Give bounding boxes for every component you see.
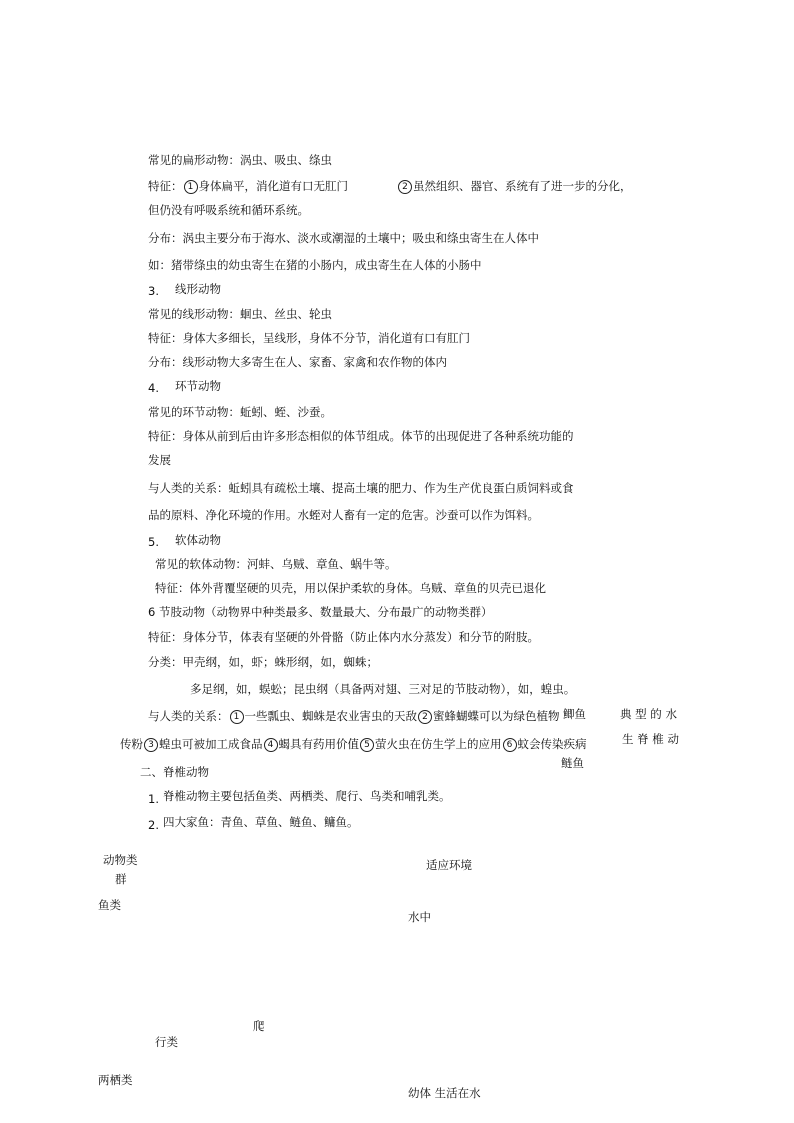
annelids-relation-2: 品的原料、净化环境的作用。水蛭对人畜有一定的危害。沙蚕可以作为饵料。 <box>148 508 539 522</box>
flatworms-feature-1: 身体扁平，消化道有口无肛门 <box>198 179 348 193</box>
arthropods-feature: 特征：身体分节，体表有坚硬的外骨骼（防止体内水分蒸发）和分节的附肢。 <box>148 630 539 644</box>
flatworms-example: 如：猪带绦虫的幼虫寄生在猪的小肠内，成虫寄生在人体的小肠中 <box>148 258 482 272</box>
circle-2-icon: 2 <box>398 180 412 194</box>
vertebrates-item-2-num: 2. <box>148 818 159 832</box>
relation-3: 蝗虫可被加工成食品 <box>159 737 263 751</box>
flatworms-distribution: 分布：涡虫主要分布于海水、淡水或潮湿的土壤中；吸虫和绦虫寄生在人体中 <box>148 231 539 245</box>
circle-1-icon: 1 <box>184 180 198 194</box>
annelids-relation-1: 与人类的关系：蚯蚓具有疏松土壤、提高土壤的肥力、作为生产优良蛋白质饲料或食 <box>148 481 574 495</box>
arthropods-relation-line-1 <box>148 709 560 724</box>
roundworms-feature: 特征：身体大多细长，呈线形，身体不分节，消化道有口有肛门 <box>148 331 470 345</box>
annelids-feature-2: 发展 <box>148 453 171 467</box>
table-amphibian-env: 幼体 生活在水 <box>408 1086 481 1100</box>
table-header-env: 适应环境 <box>426 858 472 872</box>
relation-1: 一些瓢虫、蜘蛛是农业害虫的天敌 <box>244 709 417 723</box>
table-fish-env: 水中 <box>408 910 431 924</box>
annelids-feature-1: 特征：身体从前到后由许多形态相似的体节组成。体节的出现促进了各种系统功能的 <box>148 429 574 443</box>
overlap-fish-a: 鲫鱼 <box>563 707 586 721</box>
table-fish: 鱼类 <box>98 898 121 912</box>
table-header-animal-2: 群 <box>115 872 127 886</box>
circle-3-icon: 3 <box>144 738 158 752</box>
circle-1-icon: 1 <box>230 710 244 724</box>
relation-5: 萤火虫在仿生学上的应用 <box>375 737 502 751</box>
annelids-heading: 环节动物 <box>175 379 221 393</box>
overlap-fish-b: 鲢鱼 <box>561 756 584 770</box>
circle-4-icon: 4 <box>264 738 278 752</box>
vertebrates-heading: 二、脊椎动物 <box>140 765 209 779</box>
relation-4: 蝎具有药用价值 <box>278 737 359 751</box>
table-amphibian: 两栖类 <box>98 1073 133 1087</box>
roundworms-heading: 线形动物 <box>175 282 221 296</box>
flatworms-feature-2: 虽然组织、器官、系统有了进一步的分化， <box>413 179 632 193</box>
mollusks-heading: 软体动物 <box>175 533 221 547</box>
arthropods-heading: 6 节肢动物（动物界中种类最多、数量最大、分布最广的动物类群） <box>148 605 493 619</box>
circle-2-icon: 2 <box>418 710 432 724</box>
flatworms-feature-2-line <box>397 179 632 194</box>
annelids-num: 4. <box>148 381 159 395</box>
flatworms-feature-prefix: 特征： <box>148 179 183 193</box>
relation-right-2: 生 脊 椎 动 <box>622 732 679 746</box>
table-reptile-2: 行类 <box>155 1035 178 1049</box>
flatworms-common: 常见的扁形动物：涡虫、吸虫、绦虫 <box>148 153 332 167</box>
relation-line2-start: 传粉 <box>120 737 143 751</box>
flatworms-feature-cont: 但仍没有呼吸系统和循环系统。 <box>148 203 309 217</box>
mollusks-common: 常见的软体动物：河蚌、乌贼、章鱼、蜗牛等。 <box>155 557 397 571</box>
arthropods-classification-2: 多足纲，如，蜈蚣；昆虫纲（具备两对翅、三对足的节肢动物），如，蝗虫。 <box>190 682 576 696</box>
table-header-animal-1: 动物类 <box>103 853 138 867</box>
circle-5-icon: 5 <box>360 738 374 752</box>
mollusks-feature: 特征：体外背覆坚硬的贝壳，用以保护柔软的身体。乌贼、章鱼的贝壳已退化 <box>155 581 546 595</box>
arthropods-classification-1: 分类：甲壳纲，如，虾；蛛形纲，如，蜘蛛； <box>148 655 378 669</box>
annelids-common: 常见的环节动物：蚯蚓、蛭、沙蚕。 <box>148 405 332 419</box>
arthropods-relation-line-2 <box>120 737 587 752</box>
relation-prefix: 与人类的关系： <box>148 709 229 723</box>
vertebrates-item-2: 四大家鱼：青鱼、草鱼、鲢鱼、鳙鱼。 <box>163 815 359 829</box>
relation-6: 蚊会传染疾病 <box>517 737 587 751</box>
roundworms-distribution: 分布：线形动物大多寄生在人、家畜、家禽和农作物的体内 <box>148 355 447 369</box>
flatworms-feature-line <box>148 179 348 194</box>
vertebrates-item-1: 脊椎动物主要包括鱼类、两栖类、爬行、鸟类和哺乳类。 <box>163 789 451 803</box>
relation-2: 蜜蜂蝴蝶可以为绿色植物 <box>433 709 560 723</box>
vertebrates-item-1-num: 1. <box>148 792 159 806</box>
roundworms-num: 3. <box>148 284 159 298</box>
table-reptile-1: 爬 <box>253 1019 265 1033</box>
circle-6-icon: 6 <box>503 738 517 752</box>
roundworms-common: 常见的线形动物：蛔虫、丝虫、轮虫 <box>148 307 332 321</box>
mollusks-num: 5. <box>148 535 159 549</box>
relation-right-1: 典 型 的 水 <box>620 707 677 721</box>
